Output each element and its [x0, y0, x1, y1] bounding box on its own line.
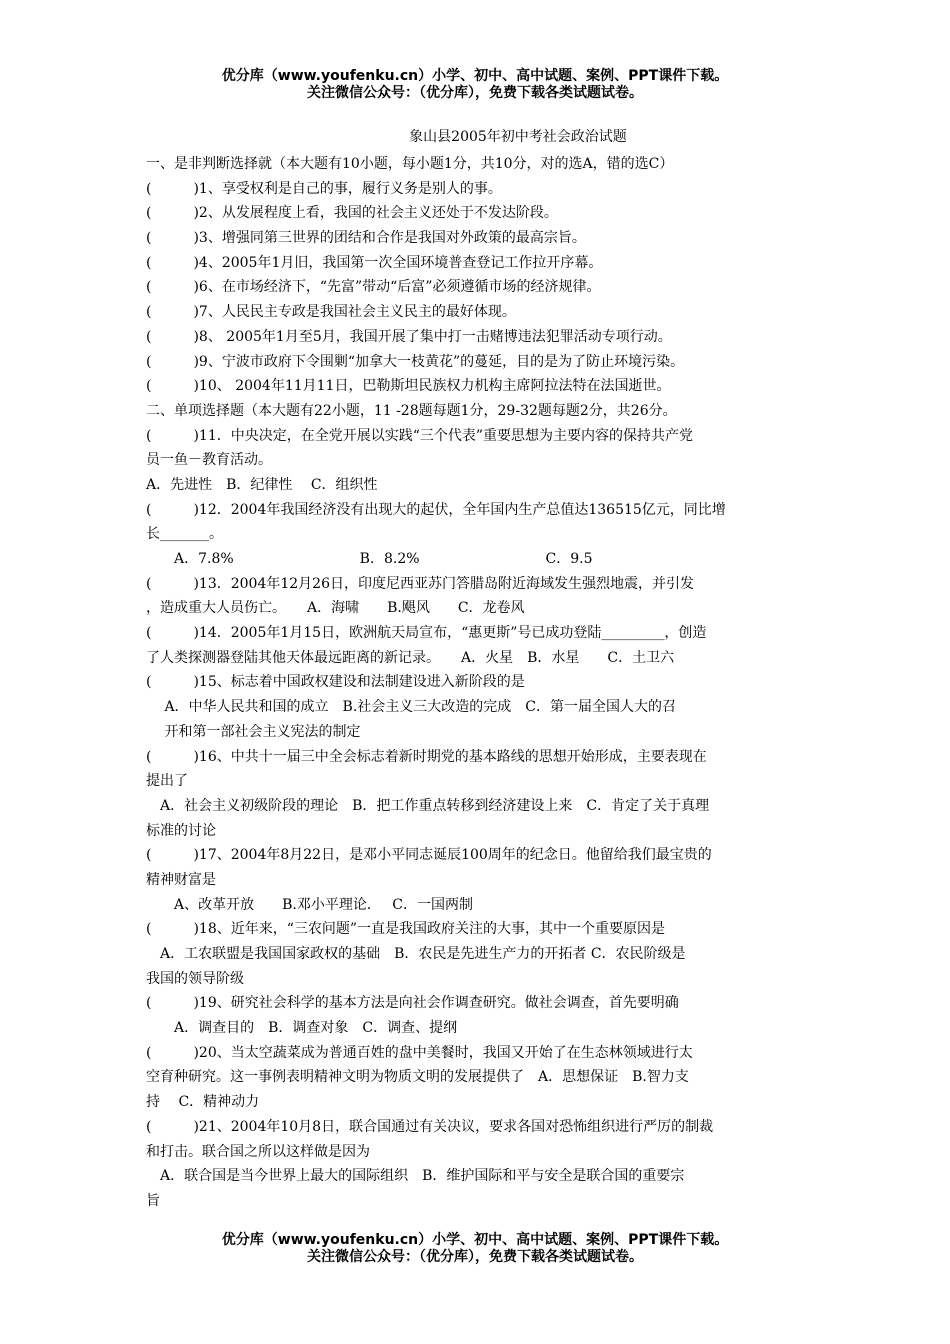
header-line-2: 关注微信公众号：（优分库），免费下载各类试题试卷。 — [307, 85, 643, 101]
text-line: 我国的领导阶级 — [146, 970, 244, 987]
text-line: 精神财富是 — [146, 871, 216, 888]
text-line: A．先进性 B．纪律性 C．组织性 — [146, 476, 378, 493]
text-line: ( )21、2004年10月8日，联合国通过有关决议，要求各国对恐怖组织进行严厉的制裁 — [146, 1118, 714, 1135]
page-header — [0, 68, 950, 102]
text-line: 二、单项选择题（本大题有22小题，11 -28题每题1分，29-32题每题2分，共26分。 — [146, 402, 677, 419]
page-footer — [0, 1232, 950, 1266]
text-line: 和打击。联合国之所以这样做是因为 — [146, 1143, 370, 1160]
text-line: 旨 — [146, 1192, 160, 1209]
document-title: 象山县2005年初中考社会政治试题 — [409, 129, 627, 145]
text-line: ( )11．中央决定，在全党开展以实践“三个代表”重要思想为主要内容的保持共产党 — [146, 427, 694, 444]
text-line: ( )4、2005年1月旧，我国第一次全国环境普查登记工作拉开序幕。 — [146, 254, 603, 271]
text-line: A．7.8% B．8.2% C．9.5 — [146, 551, 593, 567]
footer-line-2: 关注微信公众号：（优分库），免费下载各类试题试卷。 — [307, 1249, 643, 1265]
text-line: A．工农联盟是我国国家政权的基础 B．农民是先进生产力的开拓者 C．农民阶级是 — [146, 946, 686, 962]
text-line: 长_______。 — [146, 526, 223, 543]
text-line: ( )12．2004年我国经济没有出现大的起伏，全年国内生产总值达136515亿元，同比增 — [146, 501, 726, 518]
text-line: ( )16、中共十一届三中全会标志着新时期党的基本路线的思想开始形成，主要表现在 — [146, 748, 707, 765]
text-line: ( )10、 2004年11月11日，巴勒斯坦民族权力机构主席阿拉法特在法国逝世。 — [146, 378, 671, 395]
text-line: ( )20、当太空蔬菜成为普通百姓的盘中美餐时，我国又开始了在生态林领域进行太 — [146, 1044, 693, 1061]
text-line: ，造成重大人员伤亡。 A．海啸 B.飓风 C．龙卷风 — [146, 600, 525, 617]
text-line: 一、是非判断选择就（本大题有10小题，每小题1分，共10分，对的选A，错的选C） — [146, 156, 674, 172]
text-line: ( )1、享受权利是自己的事，履行义务是别人的事。 — [146, 180, 502, 197]
text-line: ( )17、2004年8月22日，是邓小平同志诞辰100周年的纪念日。他留给我们最宝贵的 — [146, 847, 712, 864]
text-line: ( )2、从发展程度上看，我国的社会主义还处于不发达阶段。 — [146, 205, 558, 222]
text-line: ( )8、 2005年1月至5月，我国开展了集中打一击赌博违法犯罪活动专项行动。 — [146, 328, 672, 345]
text-line: ( )6、在市场经济下，“先富”带动“后富”必须遵循市场的经济规律。 — [146, 279, 601, 296]
text-line: 了人类探测器登陆其他天体最远距离的新记录。 A．火星 B．水星 C．土卫六 — [146, 649, 675, 666]
text-line: ( )18、近年来，“三农问题”一直是我国政府关注的大事，其中一个重要原因是 — [146, 921, 666, 938]
text-line: ( )13．2004年12月26日，印度尼西亚苏门答腊岛附近海域发生强烈地震，并引发 — [146, 575, 694, 592]
text-line: 提出了 — [146, 773, 188, 790]
text-line: ( )19、研究社会科学的基本方法是向社会作调查研究。做社会调查，首先要明确 — [146, 995, 679, 1012]
text-line: 标准的讨论 — [146, 822, 216, 839]
question-lines — [146, 152, 810, 1214]
header-line-1: 优分库（www.youfenku.cn）小学、初中、高中试题、案例、PPT课件下载。 — [221, 68, 729, 84]
text-line: ( )14．2005年1月15日，欧洲航天局宣布，“惠更斯”号已成功登陆_________，创造 — [146, 625, 707, 642]
text-line: A．联合国是当今世界上最大的国际组织 B．维护国际和平与安全是联合国的重要宗 — [146, 1168, 685, 1185]
text-line: A、改革开放 B.邓小平理论． C．一国两制 — [146, 896, 474, 913]
footer-line-1: 优分库（www.youfenku.cn）小学、初中、高中试题、案例、PPT课件下载。 — [221, 1232, 729, 1248]
text-line: A．中华人民共和国的成立 B.社会主义三大改造的完成 C．第一届全国人大的召 — [146, 699, 677, 716]
text-line: 持 C．精神动力 — [146, 1094, 260, 1111]
text-line: 开和第一部社会主义宪法的制定 — [146, 723, 361, 740]
text-line: ( )15、标志着中国政权建设和法制建设进入新阶段的是 — [146, 674, 525, 691]
text-line: A．调查目的 B．调查对象 C．调查、提纲 — [146, 1020, 458, 1037]
text-line: ( )9、宁波市政府下令围剿“加拿大一枝黄花”的蔓延，目的是为了防止环境污染。 — [146, 353, 685, 370]
text-line: 空育种研究。这一事例表明精神文明为物质文明的发展提供了 A．思想保证 B.智力支 — [146, 1069, 689, 1086]
document-body — [146, 128, 810, 1214]
text-line: ( )7、人民民主专政是我国社会主义民主的最好体现。 — [146, 304, 516, 321]
text-line: 员一鱼－教育活动。 — [146, 452, 272, 469]
text-line: ( )3、增强同第三世界的团结和合作是我国对外政策的最高宗旨。 — [146, 230, 586, 247]
text-line: A．社会主义初级阶段的理论 B．把工作重点转移到经济建设上来 C．肯定了关于真理 — [146, 797, 710, 814]
